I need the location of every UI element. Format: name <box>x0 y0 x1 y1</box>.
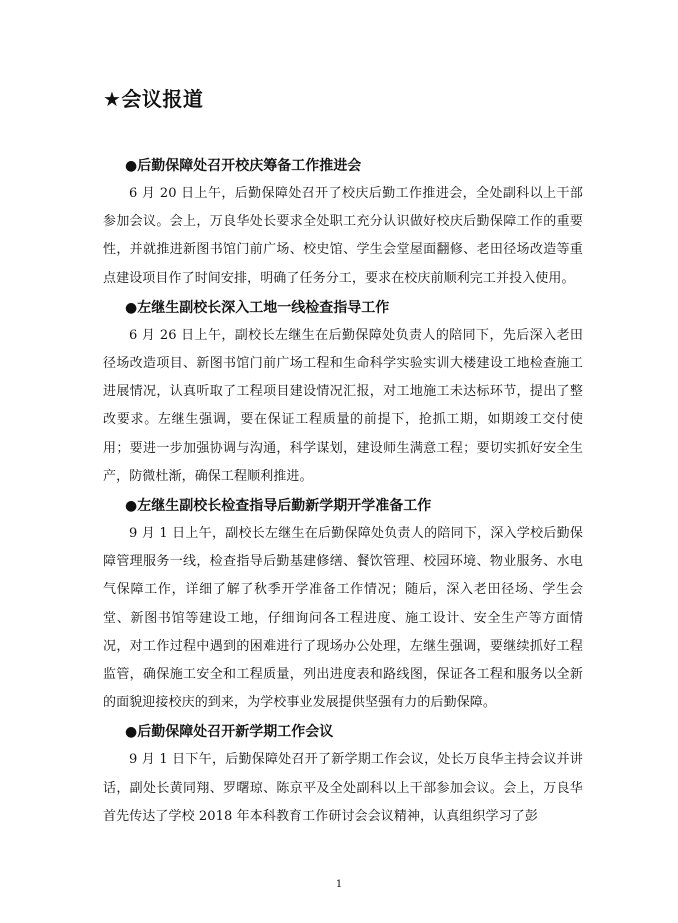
section-title: ★会议报道 <box>103 87 204 111</box>
page-number: 1 <box>335 879 343 890</box>
article-list <box>103 152 583 832</box>
article <box>103 718 583 831</box>
article-body: 6 月 26 日上午，副校长左继生在后勤保障处负责人的陪同下，先后深入老田径场改造项目、新图书馆门前广场工程和生命科学实验实训大楼建设工地检查施工进展情况，认真听取了工程项目建设情况汇报，对工地施工未达标环节，提出了整改要求。左继生强调，要在保证工程质量的前提下，抢抓工期，如期竣工交付使用；要进一步加强协调与沟通，科学谋划，建设师生满意工程；要切实抓好安全生产，防微杜渐，确保工程顺利推进。 <box>103 327 583 484</box>
article <box>103 492 583 717</box>
article-body: 6 月 20 日上午，后勤保障处召开了校庆后勤工作推进会，全处副科以上干部参加会议。会上，万良华处长要求全处职工充分认识做好校庆后勤保障工作的重要性，并就推进新图书馆门前广场、校史馆、学生会堂屋面翻修、老田径场改造等重点建设项目作了时间安排，明确了任务分工，要求在校庆前顺利完工并投入使用。 <box>103 186 583 286</box>
article-heading: ●左继生副校长深入工地一线检查指导工作 <box>125 299 390 316</box>
article-body: 9 月 1 日下午，后勤保障处召开了新学期工作会议，处长万良华主持会议并讲话，副处长黄同翔、罗曙琼、陈京平及全处副科以上干部参加会议。会上，万良华首先传达了学校 2018 年本科教育工作研讨会会议精神，认真组织学习了彭 <box>103 752 583 824</box>
article-heading: ●后勤保障处召开校庆筹备工作推进会 <box>125 158 362 174</box>
article-heading: ●左继生副校长检查指导后勤新学期开学准备工作 <box>125 498 432 515</box>
article-heading: ●后勤保障处召开新学期工作会议 <box>125 724 334 741</box>
article <box>103 294 583 491</box>
article <box>103 152 583 293</box>
article-body: 9 月 1 日上午，副校长左继生在后勤保障处负责人的陪同下，深入学校后勤保障管理服务一线，检查指导后勤基建修缮、餐饮管理、校园环境、物业服务、水电气保障工作，详细了解了秋季开学准备工作情况；随后，深入老田径场、学生会堂、新图书馆等建设工地，仔细询问各工程进度、施工设计、安全生产等方面情况，对工作过程中遇到的困难进行了现场办公处理，左继生强调，要继续抓好工程监管，确保施工安全和工程质量，列出进度表和路线图，保证各工程和服务以全新的面貌迎接校庆的到来，为学校事业发展提供坚强有力的后勤保障。 <box>103 526 583 711</box>
